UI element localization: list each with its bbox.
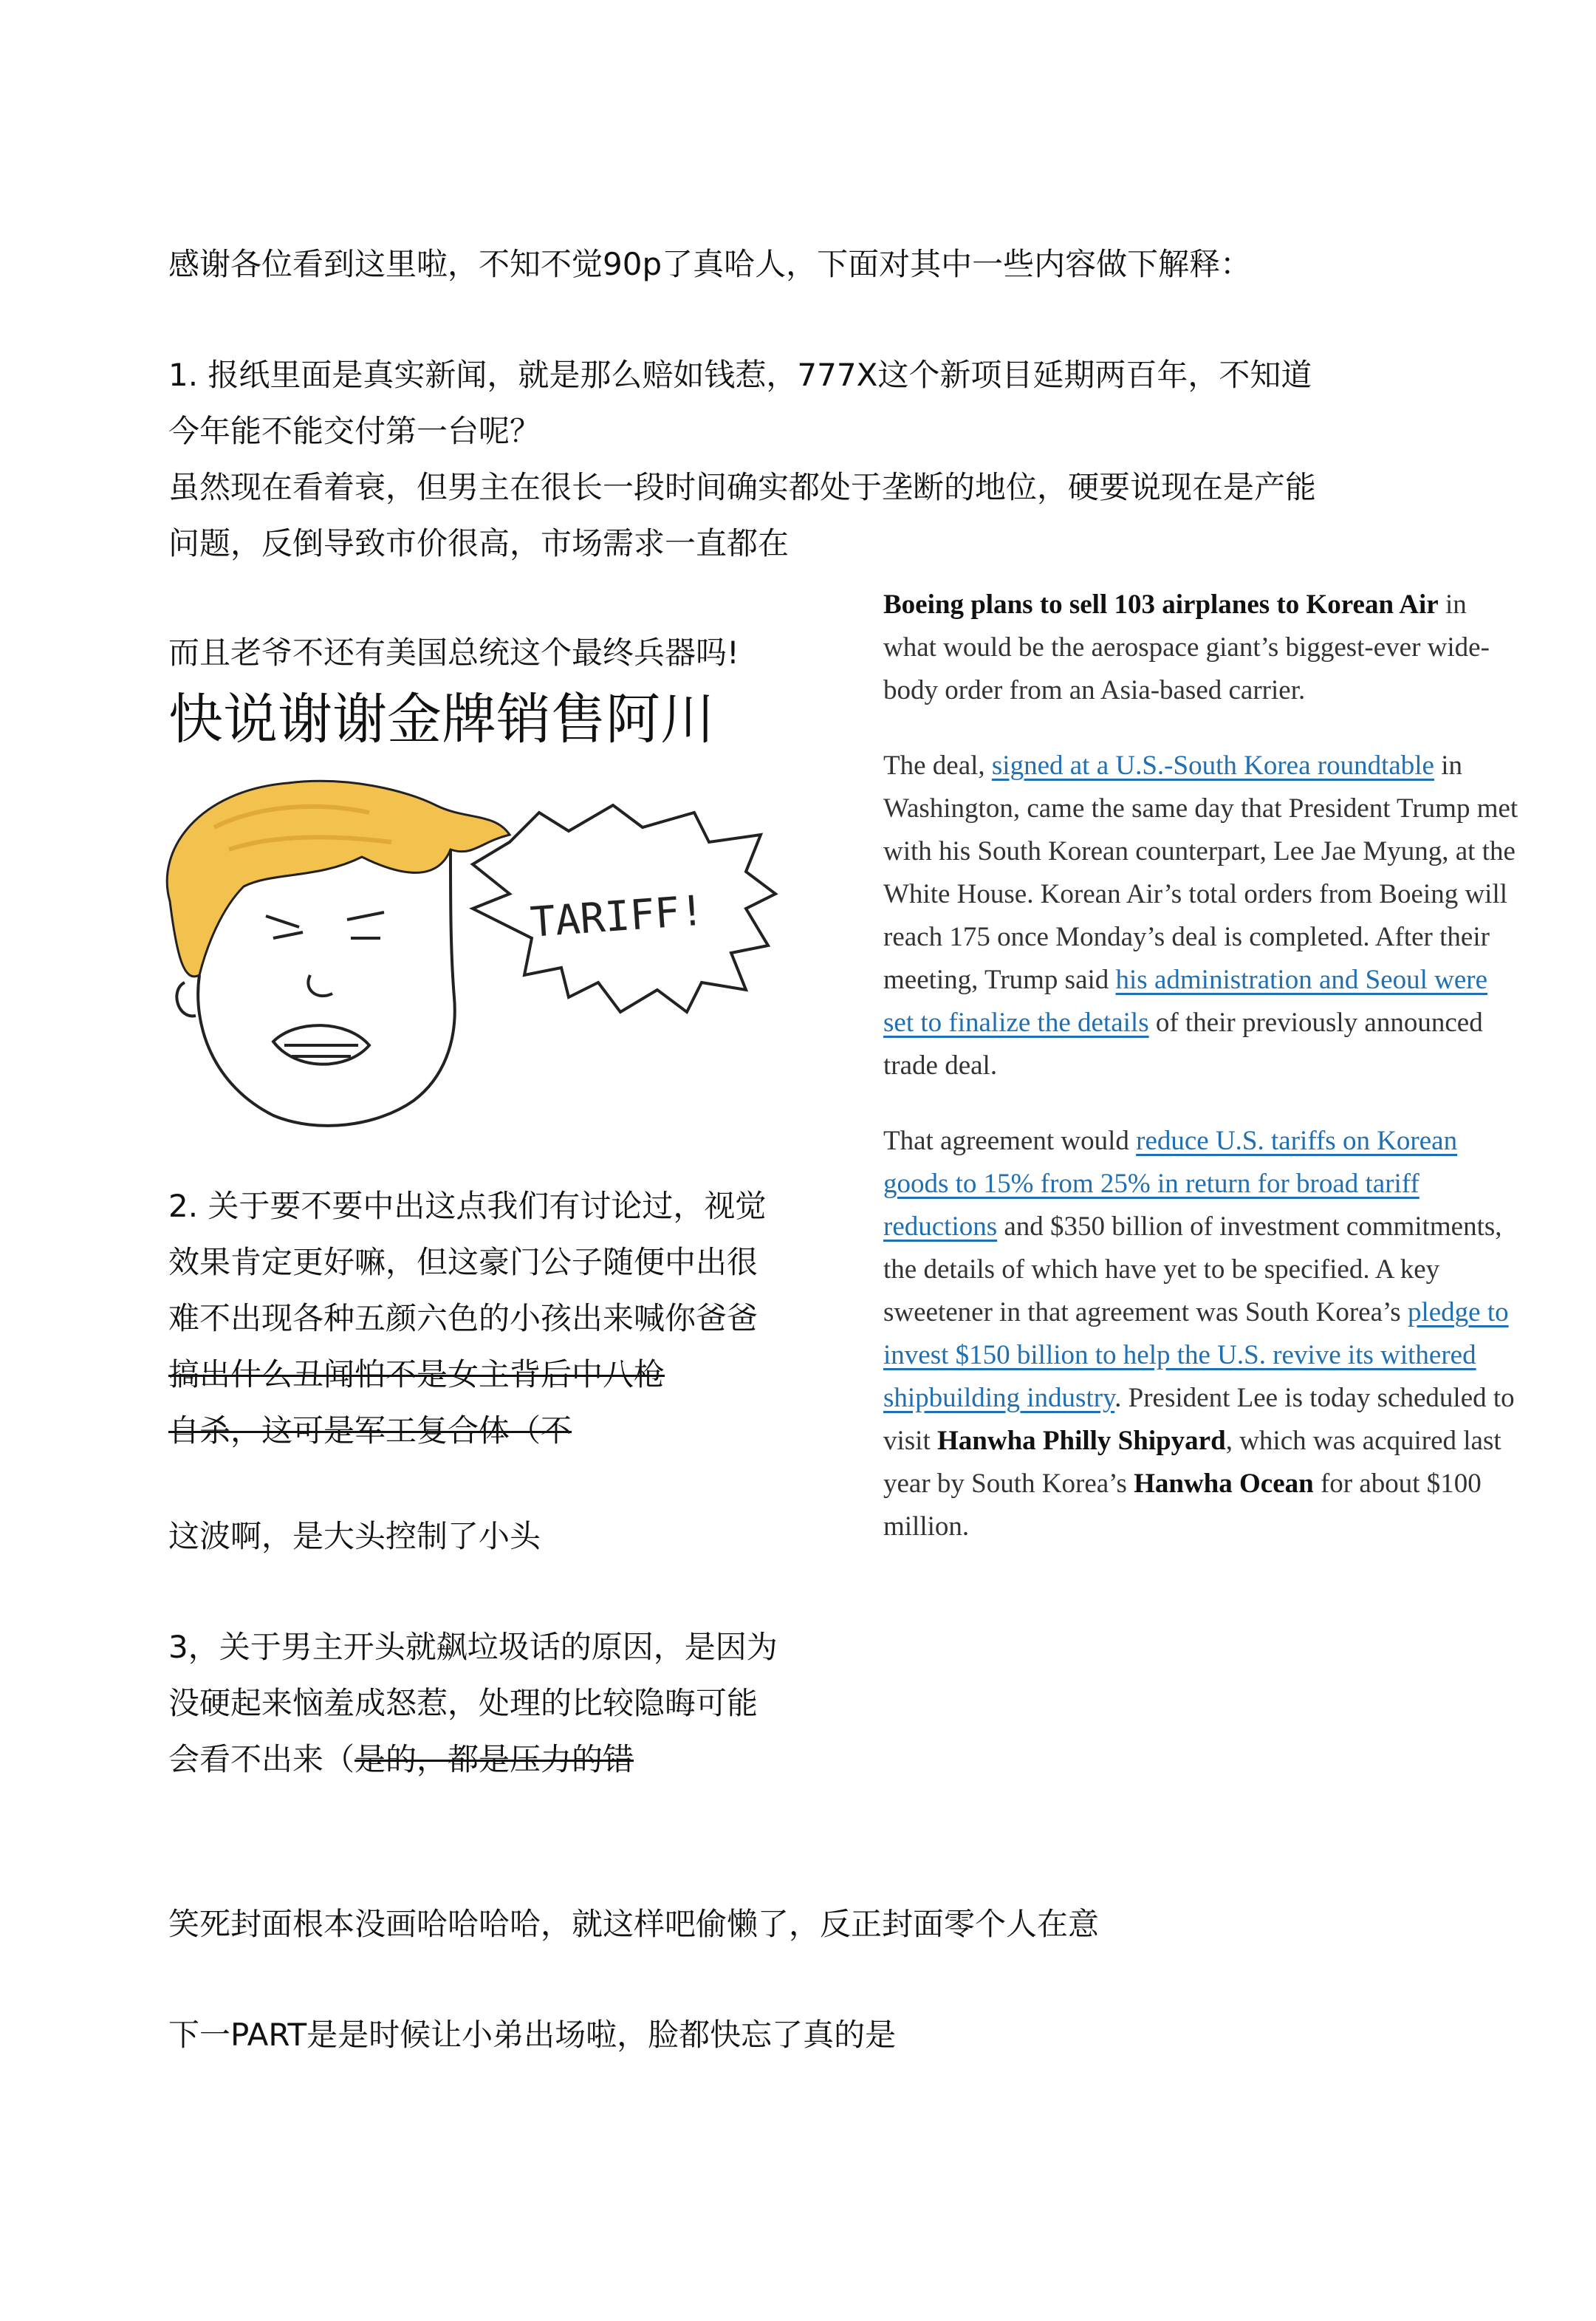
point2-line4: 这波啊，是大头控制了小头 — [168, 1518, 541, 1554]
point3-line2: 没硬起来恼羞成怒惹，处理的比较隐晦可能 — [168, 1685, 758, 1721]
point1-line3: 虽然现在看着衰，但男主在很长一段时间确实都处于垄断的地位，硬要说现在是产能 — [168, 469, 1317, 505]
big-heading: 快说谢谢金牌销售阿川 — [168, 688, 715, 751]
point2-struck2: 自杀，这可是军工复合体（不 — [168, 1412, 572, 1449]
point3-line3-text: 会看不出来（ — [168, 1741, 355, 1777]
article-p3-text-c: . President Lee is today scheduled to visit — [883, 1383, 1515, 1456]
outro-line1: 笑死封面根本没画哈哈哈哈，就这样吧偷懒了，反正封面零个人在意 — [168, 1906, 1100, 1942]
article-paragraph-2 — [883, 745, 1518, 1087]
article-p1-text: in what would be the aerospace giant’s biggest-ever wide-body order from an Asia-based carrier. — [883, 589, 1490, 705]
point2-line3: 难不出现各种五颜六色的小孩出来喊你爸爸 — [168, 1300, 758, 1336]
article-p3-text-a: That agreement would — [883, 1126, 1137, 1156]
cartoon-illustration — [126, 761, 805, 1145]
point2-line1: 2. 关于要不要中出这点我们有讨论过，视觉 — [168, 1188, 767, 1224]
point1-line1: 1. 报纸里面是真实新闻，就是那么赔如钱惹，777X这个新项目延期两百年，不知道 — [168, 357, 1312, 393]
article-paragraph-1 — [883, 584, 1518, 712]
speech-bubble — [473, 805, 775, 1012]
point3-line3-struck: 是的，都是压力的错 — [355, 1741, 634, 1777]
article-link-tariffs[interactable]: reduce U.S. tariffs on Korean goods to 15% from 25% in return for broad tariff reductions — [883, 1126, 1458, 1242]
article-p2-text-c: of their previously announced trade deal. — [883, 1008, 1483, 1081]
outro-line2: 下一PART是是时候让小弟出场啦，脸都快忘了真的是 — [168, 2017, 897, 2053]
article-headline: Boeing plans to sell 103 airplanes to Korean Air — [883, 589, 1439, 620]
news-article — [883, 584, 1518, 1581]
intro-text: 感谢各位看到这里啦，不知不觉90p了真哈人，下面对其中一些内容做下解释： — [168, 246, 1252, 282]
point2-line2: 效果肯定更好嘛，但这豪门公子随便中出很 — [168, 1244, 758, 1280]
article-p3-text-d: , which was acquired last year by South Korea’s — [883, 1426, 1501, 1499]
point3-line1: 3，关于男主开头就飙垃圾话的原因，是因为 — [168, 1629, 778, 1665]
article-link-roundtable[interactable]: signed at a U.S.-South Korea roundtable — [991, 751, 1434, 781]
article-link-pledge[interactable]: pledge to invest $150 billion to help the U.S. revive its withered shipbuilding industry — [883, 1297, 1509, 1413]
hair-drawing — [167, 781, 510, 977]
article-p3-text-b: and $350 billion of investment commitments, the details of which have yet to be specified. A key sweetener in that agreement was South Korea’s — [883, 1211, 1502, 1327]
article-link-finalize[interactable]: his administration and Seoul were set to finalize the details — [883, 965, 1488, 1038]
speech-text: TARIFF! — [529, 886, 707, 947]
article-paragraph-3 — [883, 1120, 1518, 1548]
point1-line2: 今年能不能交付第一台呢？ — [168, 413, 541, 449]
article-bold-shipyard: Hanwha Philly Shipyard — [937, 1426, 1226, 1456]
aside-text: 而且老爷不还有美国总统这个最终兵器吗! — [168, 635, 739, 671]
point3-line3 — [168, 1732, 634, 1788]
point2-struck1: 搞出什么丑闻怕不是女主背后中八枪 — [168, 1356, 665, 1392]
article-p2-text-b: in Washington, came the same day that President Trump met with his South Korean counterpart, Lee Jae Myung, at the White House. Korean Air’s total orders from Boeing will reach 175 once Monday’s deal is completed. After their meeting, Trump said — [883, 751, 1518, 995]
article-p3-text-e: for about $100 million. — [883, 1469, 1482, 1542]
point1-line4: 问题，反倒导致市价很高，市场需求一直都在 — [168, 525, 790, 561]
article-p2-text-a: The deal, — [883, 751, 992, 781]
article-bold-ocean: Hanwha Ocean — [1134, 1469, 1314, 1499]
